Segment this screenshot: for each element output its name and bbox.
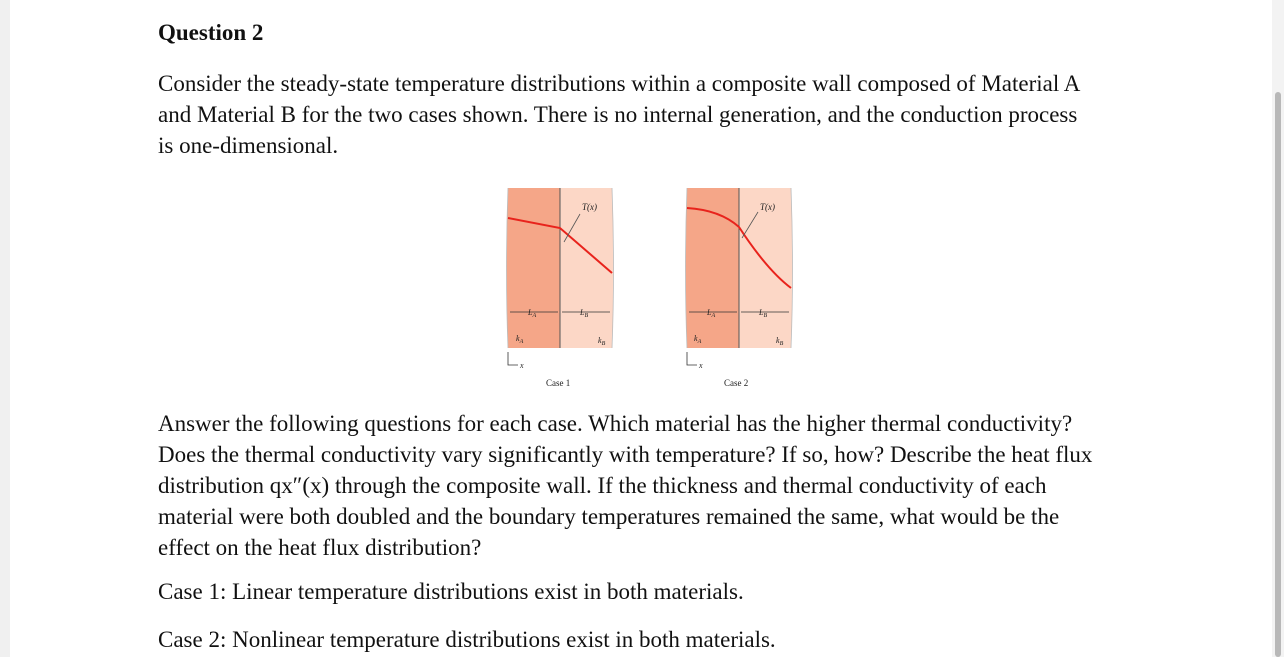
question-body: Answer the following questions for each case. Which material has the higher thermal conductivity? Does the thermal conductivity vary significantly with temperature? If so, how? Describe the heat flux distribution qx″(x) through the composite wall. If the thickness and thermal conductivity of each material were both doubled and the boundary temperatures remained the same, what would be the effect on the heat flux distribution? (158, 411, 1093, 560)
case-2-x-label: x (699, 361, 703, 370)
case-1-statement: Case 1: Linear temperature distributions exist in both materials. (158, 579, 744, 604)
case-1-ka-label: $k_A$ (516, 334, 524, 345)
case-2-kb-label: $k_B$ (776, 336, 784, 347)
question-intro: Consider the steady-state temperature distributions within a composite wall composed of Material A and Material B for the two cases shown. There is no internal generation, and the conduction process is one-dimensional. (158, 71, 1080, 158)
case-1-material-a (507, 188, 561, 348)
case-2-diagram (686, 188, 793, 388)
case-2-caption: Case 2 (724, 378, 749, 388)
case-2-curve-label: T(x) (760, 202, 775, 212)
case-1-lb-label: $L_B$ (580, 308, 589, 319)
case-1-x-label: x (520, 361, 524, 370)
scrollbar-thumb[interactable] (1275, 92, 1281, 657)
case-1-caption: Case 1 (546, 378, 571, 388)
case-1-kb-label: $k_B$ (598, 336, 606, 347)
case-2-material-b (739, 188, 793, 348)
vertical-scrollbar[interactable] (1272, 0, 1284, 657)
case-2-la-label: $L_A$ (707, 308, 716, 319)
case-1-diagram (507, 188, 614, 388)
case-2-ka-label: $k_A$ (694, 334, 702, 345)
question-title: Question 2 (158, 20, 264, 45)
case-1-curve-label: T(x) (582, 202, 597, 212)
composite-wall-figure (482, 180, 822, 395)
case-2-statement: Case 2: Nonlinear temperature distributions exist in both materials. (158, 627, 776, 652)
case-1-la-label: $L_A$ (528, 308, 537, 319)
document-page (10, 0, 1272, 657)
case-2-lb-label: $L_B$ (759, 308, 768, 319)
